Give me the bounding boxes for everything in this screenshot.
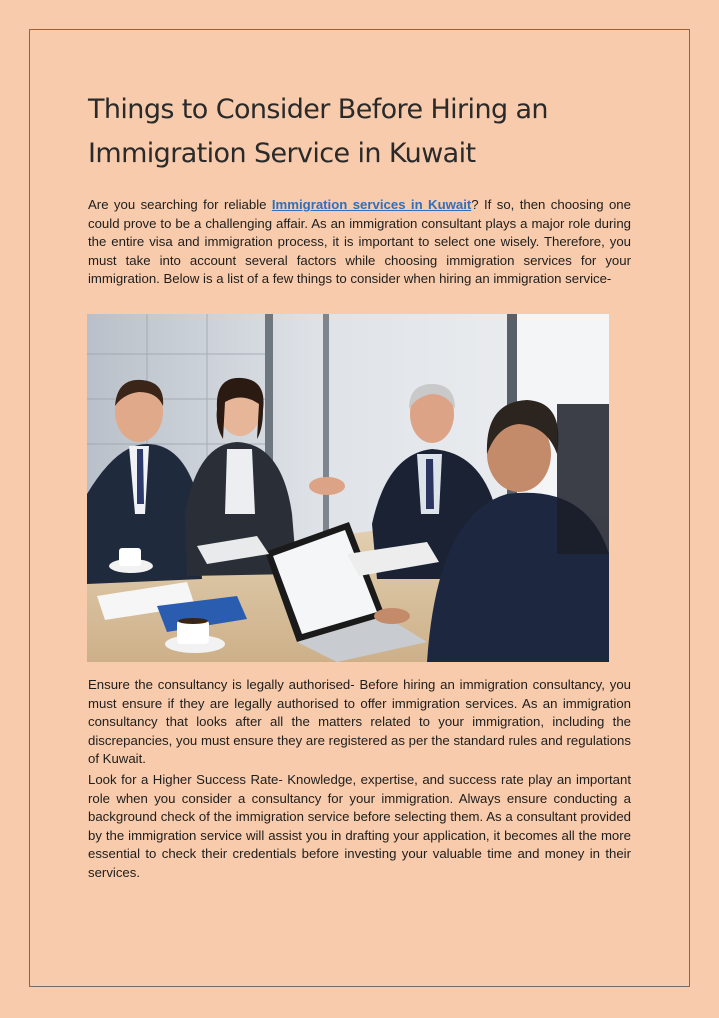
meeting-photo-illustration (87, 314, 609, 662)
meeting-photo (87, 314, 609, 662)
paragraph-success-rate: Look for a Higher Success Rate- Knowledge, expertise, and success rate play an important role when you consider a consultancy for your immigration. Always ensure conducting a background check of the immigration service before selecting them. As a consultant provided by the immigration service will assist you in drafting your application, it becomes all the more essential to check their credentials before investing your valuable time and money in their services. (88, 772, 631, 880)
coffee (178, 618, 208, 624)
document-title: Things to Consider Before Hiring an Immigration Service in Kuwait (88, 94, 548, 169)
person-far-right (557, 404, 609, 554)
intro-paragraph (88, 196, 631, 289)
intro-text-after-link: ? If so, then choosing one could prove to be a challenging affair. As an immigration consultant plays a major role during the entire visa and immigration process, it is important to select one wisely. Therefore, you must take into account several factors while choosing immigration services for your immigration. Below is a list of a few things to consider when hiring an immigration service- (88, 197, 631, 287)
intro-text-before-link: Are you searching for reliable (88, 197, 272, 212)
paragraph-legally-authorised: Ensure the consultancy is legally authorised- Before hiring an immigration consultancy, you must ensure if they are legally authorised to offer immigration services. As an immigration consultancy that looks after all the matters related to your immigration, including the discrepancies, you must ensure they are registered as per the standard rules and regulations of Kuwait. (88, 677, 631, 767)
hand-on-laptop (374, 608, 410, 624)
immigration-services-link[interactable]: Immigration services in Kuwait (271, 197, 472, 212)
cup-left (119, 548, 141, 566)
